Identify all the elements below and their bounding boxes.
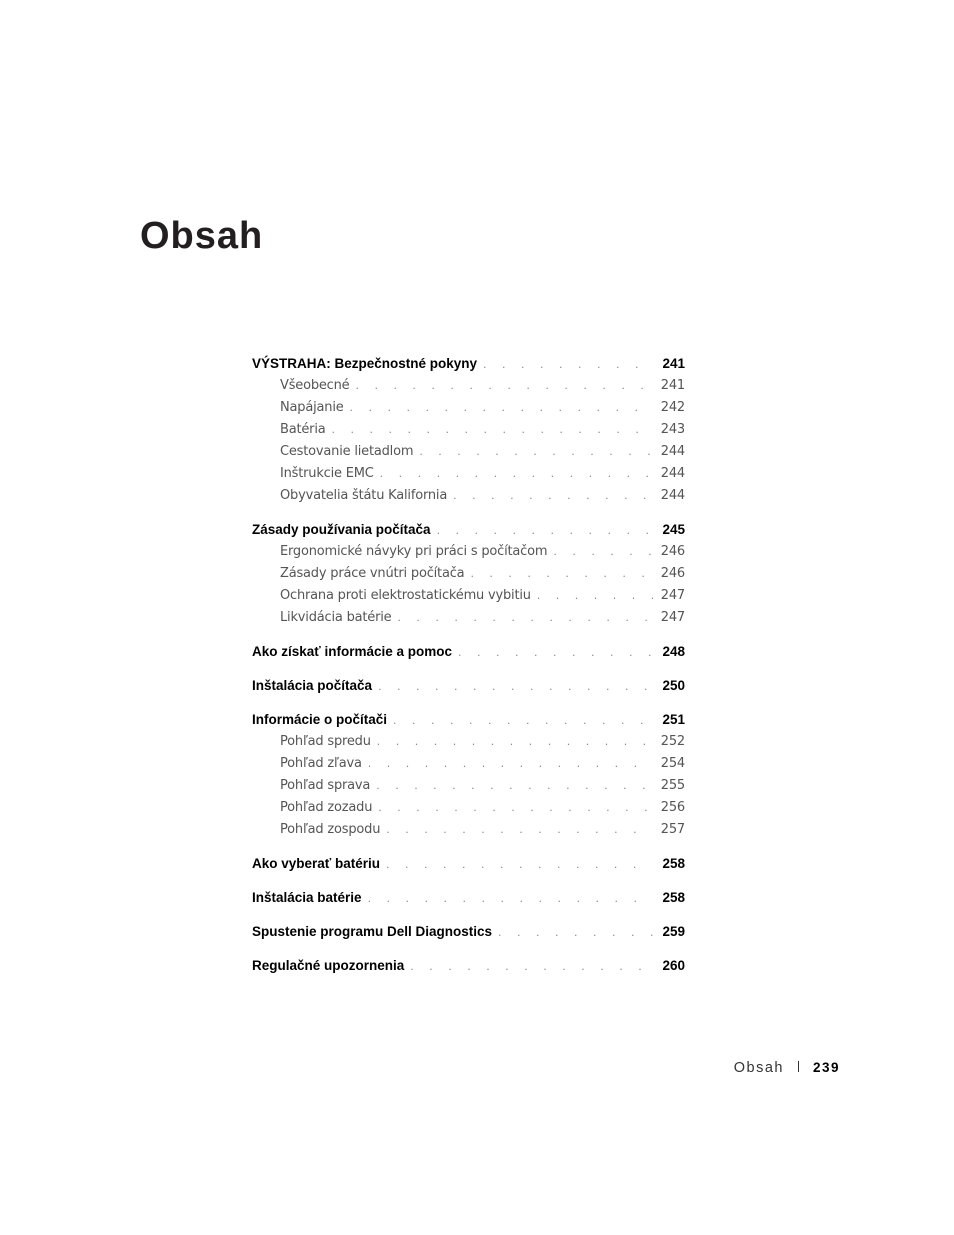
toc-dot-leader (437, 520, 653, 542)
toc-subsection-entry[interactable] (252, 541, 685, 563)
toc-page-number: 254 (660, 756, 685, 771)
toc-entry-label: Batéria (280, 422, 326, 437)
toc-dot-leader (350, 397, 653, 419)
toc-page-number: 247 (660, 588, 685, 603)
toc-page-number: 251 (662, 712, 685, 727)
toc-page-number: 243 (660, 422, 685, 437)
toc-entry-label: Zásady práce vnútri počítača (280, 566, 465, 581)
toc-dot-leader (368, 753, 653, 775)
toc-page-number: 246 (660, 566, 685, 581)
toc-dot-leader (386, 819, 653, 841)
toc-subsection-entry[interactable] (252, 485, 685, 507)
toc-dot-leader (419, 441, 652, 463)
toc-page-number: 241 (662, 356, 685, 371)
toc-dot-leader (458, 642, 653, 664)
toc-page-number: 250 (662, 678, 685, 693)
toc-subsection-entry[interactable] (252, 819, 685, 841)
toc-dot-leader (380, 463, 653, 485)
toc-section-entry[interactable] (252, 709, 685, 731)
toc-section (252, 519, 685, 629)
toc-page-number: 252 (660, 734, 685, 749)
toc-entry-label: Cestovanie lietadlom (280, 444, 414, 459)
toc-entry-label: Inštalácia batérie (252, 890, 362, 905)
toc-entry-label: Inštrukcie EMC (280, 466, 374, 481)
toc-section-entry[interactable] (252, 641, 685, 663)
table-of-contents (252, 353, 685, 989)
toc-subsection-entry[interactable] (252, 563, 685, 585)
toc-entry-label: Ako vyberať batériu (252, 856, 381, 871)
toc-section-entry[interactable] (252, 955, 685, 977)
toc-section (252, 853, 685, 875)
toc-subsection-entry[interactable] (252, 753, 685, 775)
toc-page-number: 241 (660, 378, 685, 393)
footer-title: Obsah (733, 1060, 784, 1076)
toc-dot-leader (378, 797, 653, 819)
toc-page-number: 258 (662, 856, 685, 871)
toc-entry-label: Ochrana proti elektrostatickému vybitiu (280, 588, 531, 603)
toc-entry-label: Pohľad zľava (280, 756, 362, 771)
toc-subsection-entry[interactable] (252, 441, 685, 463)
toc-section-entry[interactable] (252, 853, 685, 875)
toc-dot-leader (368, 888, 653, 910)
toc-subsection-entry[interactable] (252, 375, 685, 397)
toc-page-number: 248 (662, 644, 685, 659)
toc-page-number: 244 (660, 466, 685, 481)
toc-dot-leader (332, 419, 653, 441)
toc-dot-leader (470, 563, 652, 585)
toc-page-number: 242 (660, 400, 685, 415)
toc-entry-label: Ergonomické návyky pri práci s počítačom (280, 544, 548, 559)
toc-entry-label: Pohľad sprava (280, 778, 371, 793)
toc-dot-leader (378, 676, 653, 698)
toc-entry-label: Pohľad spredu (280, 734, 371, 749)
toc-entry-label: Obyvatelia štátu Kalifornia (280, 488, 448, 503)
toc-page-number: 259 (662, 924, 685, 939)
toc-section (252, 709, 685, 841)
toc-entry-label: Informácie o počítači (252, 712, 388, 727)
toc-subsection-entry[interactable] (252, 607, 685, 629)
toc-dot-leader (553, 541, 652, 563)
toc-dot-leader (355, 375, 652, 397)
toc-page-number: 246 (660, 544, 685, 559)
toc-page-number: 244 (660, 444, 685, 459)
toc-entry-label: Napájanie (280, 400, 344, 415)
toc-section (252, 887, 685, 909)
toc-page-number: 260 (662, 958, 685, 973)
toc-section-entry[interactable] (252, 519, 685, 541)
toc-page-number: 247 (660, 610, 685, 625)
toc-entry-label: Zásady používania počítača (252, 522, 431, 537)
toc-entry-label: Regulačné upozornenia (252, 958, 405, 973)
toc-page-number: 258 (662, 890, 685, 905)
toc-entry-label: VÝSTRAHA: Bezpečnostné pokyny (252, 356, 478, 371)
toc-dot-leader (377, 731, 653, 753)
toc-dot-leader (498, 922, 653, 944)
toc-subsection-entry[interactable] (252, 797, 685, 819)
toc-section (252, 921, 685, 943)
toc-subsection-entry[interactable] (252, 585, 685, 607)
toc-subsection-entry[interactable] (252, 397, 685, 419)
toc-section (252, 675, 685, 697)
toc-dot-leader (397, 607, 652, 629)
toc-page-number: 256 (660, 800, 685, 815)
toc-section-entry[interactable] (252, 887, 685, 909)
toc-page-number: 244 (660, 488, 685, 503)
toc-dot-leader (393, 710, 653, 732)
toc-section (252, 955, 685, 977)
toc-dot-leader (483, 354, 653, 376)
footer-separator (798, 1061, 799, 1072)
toc-entry-label: Všeobecné (280, 378, 350, 393)
toc-dot-leader (376, 775, 653, 797)
toc-dot-leader (410, 956, 653, 978)
footer-page-number: 239 (812, 1060, 840, 1075)
toc-entry-label: Ako získať informácie a pomoc (252, 644, 453, 659)
page-title: Obsah (140, 215, 264, 257)
toc-dot-leader (386, 854, 653, 876)
toc-entry-label: Pohľad zospodu (280, 822, 381, 837)
toc-section (252, 353, 685, 507)
toc-entry-label: Likvidácia batérie (280, 610, 392, 625)
toc-subsection-entry[interactable] (252, 419, 685, 441)
toc-section (252, 641, 685, 663)
toc-dot-leader (453, 485, 653, 507)
toc-page-number: 257 (660, 822, 685, 837)
toc-subsection-entry[interactable] (252, 775, 685, 797)
toc-page-number: 255 (660, 778, 685, 793)
page-footer (734, 1060, 840, 1076)
toc-page-number: 245 (662, 522, 685, 537)
toc-section-entry[interactable] (252, 921, 685, 943)
toc-subsection-entry[interactable] (252, 463, 685, 485)
toc-entry-label: Spustenie programu Dell Diagnostics (252, 924, 493, 939)
toc-subsection-entry[interactable] (252, 731, 685, 753)
toc-entry-label: Inštalácia počítača (252, 678, 373, 693)
toc-entry-label: Pohľad zozadu (280, 800, 373, 815)
toc-dot-leader (537, 585, 653, 607)
toc-section-entry[interactable] (252, 675, 685, 697)
toc-section-entry[interactable] (252, 353, 685, 375)
